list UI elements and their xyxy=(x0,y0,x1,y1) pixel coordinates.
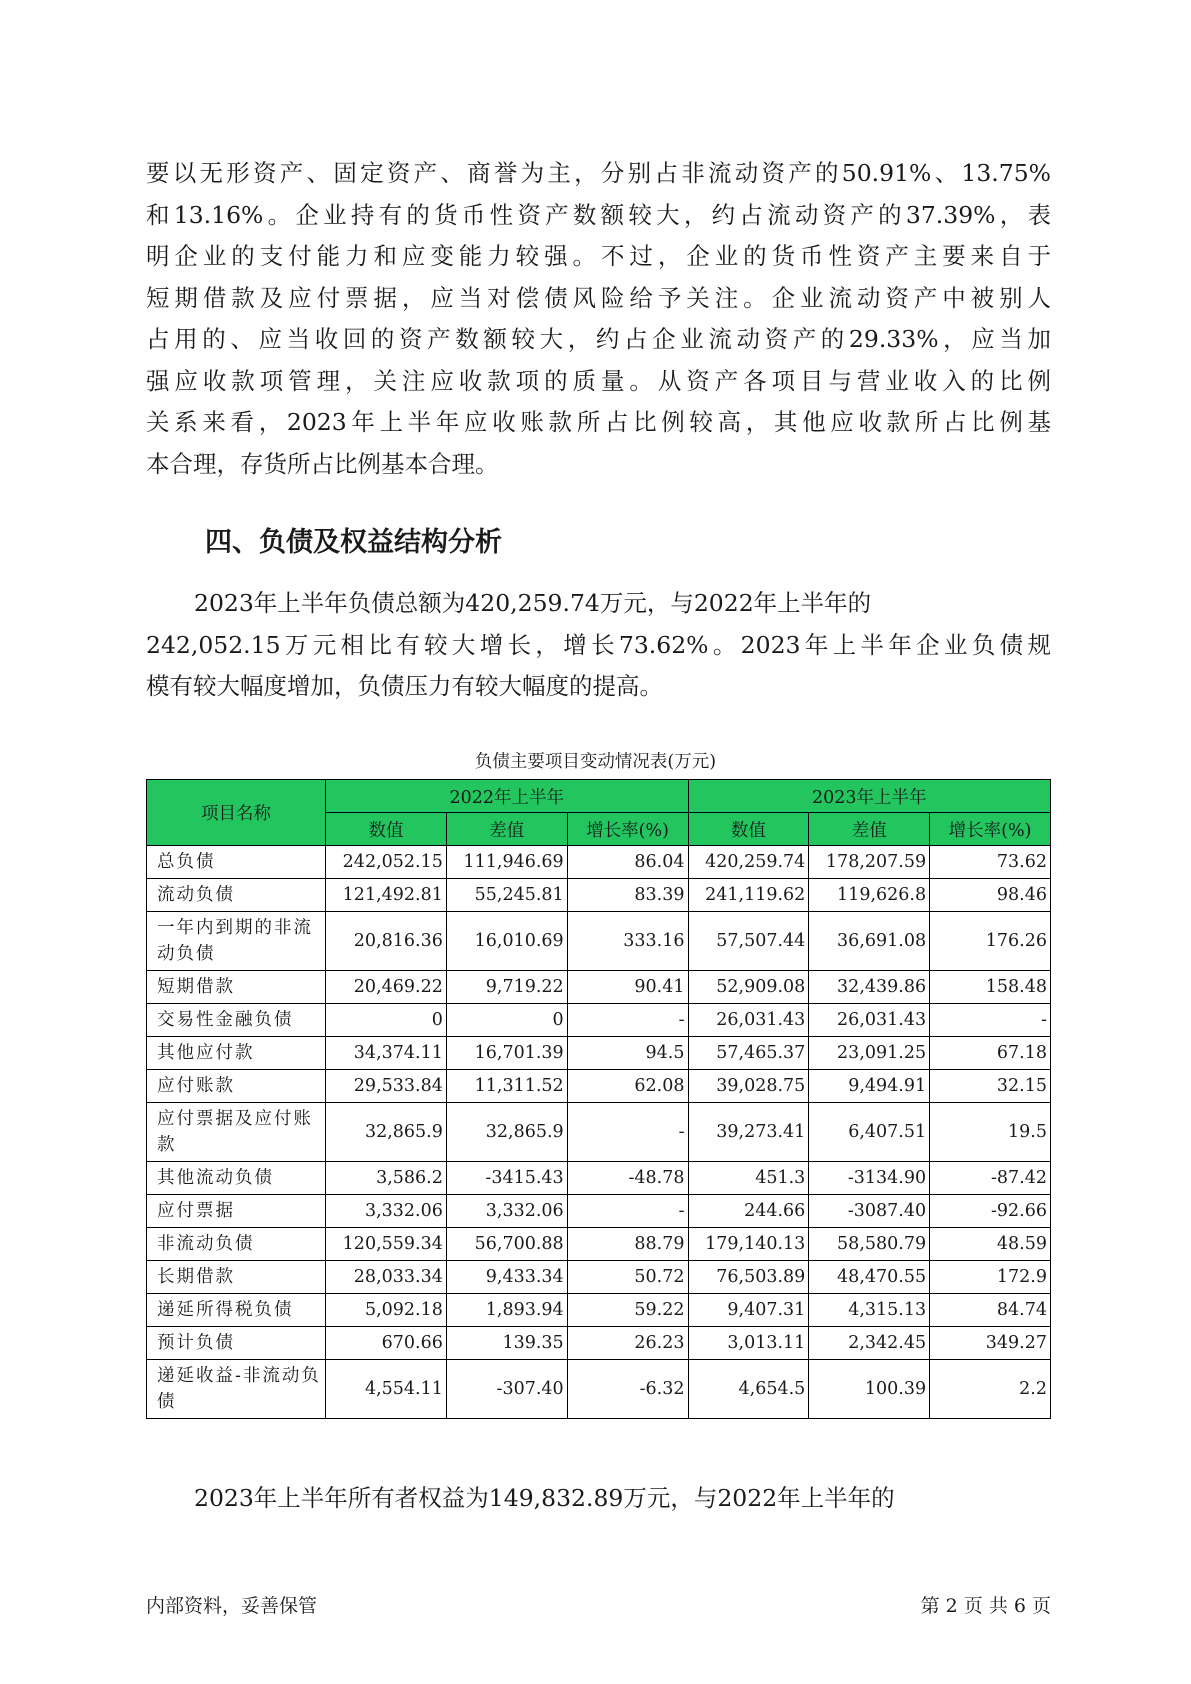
row-cell: 6,407.51 xyxy=(809,1103,930,1162)
row-cell: 90.41 xyxy=(567,971,688,1004)
table-body xyxy=(147,846,1051,1419)
row-cell: 84.74 xyxy=(930,1294,1051,1327)
row-cell: 23,091.25 xyxy=(809,1037,930,1070)
row-cell: 670.66 xyxy=(326,1327,447,1360)
row-cell: -48.78 xyxy=(567,1162,688,1195)
row-cell: -3134.90 xyxy=(809,1162,930,1195)
row-cell: 244.66 xyxy=(688,1195,809,1228)
header-value: 数值 xyxy=(688,813,809,846)
paragraph-equity-summary xyxy=(146,1478,1051,1520)
row-item-name: 其他流动负债 xyxy=(147,1162,326,1195)
table-row xyxy=(147,1360,1051,1419)
row-cell: 120,559.34 xyxy=(326,1228,447,1261)
row-cell: 9,719.22 xyxy=(446,971,567,1004)
header-difference: 差值 xyxy=(446,813,567,846)
row-cell: 36,691.08 xyxy=(809,912,930,971)
paragraph-line: 短期借款及应付票据，应当对偿债风险给予关注。企业流动资产中被别人 xyxy=(146,283,1051,312)
row-cell: - xyxy=(567,1195,688,1228)
row-cell: 119,626.8 xyxy=(809,879,930,912)
row-cell: 16,010.69 xyxy=(446,912,567,971)
row-cell: 26,031.43 xyxy=(809,1004,930,1037)
table-row xyxy=(147,846,1051,879)
row-cell: -3415.43 xyxy=(446,1162,567,1195)
row-item-name: 应付票据 xyxy=(147,1195,326,1228)
table-row xyxy=(147,971,1051,1004)
row-cell: 0 xyxy=(446,1004,567,1037)
header-item-name: 项目名称 xyxy=(147,780,326,846)
row-cell: 26.23 xyxy=(567,1327,688,1360)
row-cell: 451.3 xyxy=(688,1162,809,1195)
row-cell: - xyxy=(930,1004,1051,1037)
row-cell: 242,052.15 xyxy=(326,846,447,879)
paragraph-line: 明企业的支付能力和应变能力较强。不过，企业的货币性资产主要来自于 xyxy=(146,242,1051,270)
row-cell: 34,374.11 xyxy=(326,1037,447,1070)
row-cell: 3,586.2 xyxy=(326,1162,447,1195)
row-cell: 48,470.55 xyxy=(809,1261,930,1294)
liability-table xyxy=(146,779,1051,1419)
paragraph-line: 关系来看，2023年上半年应收账款所占比例较高，其他应收款所占比例基 xyxy=(146,408,1051,436)
row-cell: 121,492.81 xyxy=(326,879,447,912)
table-row xyxy=(147,1195,1051,1228)
footer-page-number: 第 2 页 共 6 页 xyxy=(920,1595,1051,1617)
paragraph-line: 242,052.15万元相比有较大增长，增长73.62%。2023年上半年企业负债规 xyxy=(146,630,1051,659)
row-item-name: 递延所得税负债 xyxy=(147,1294,326,1327)
footer-confidential-note: 内部资料，妥善保管 xyxy=(146,1595,318,1617)
table-row xyxy=(147,1162,1051,1195)
row-cell: 20,469.22 xyxy=(326,971,447,1004)
row-cell: 9,433.34 xyxy=(446,1261,567,1294)
header-growth-rate: 增长率(%) xyxy=(567,813,688,846)
row-item-name: 其他应付款 xyxy=(147,1037,326,1070)
row-cell: 176.26 xyxy=(930,912,1051,971)
paragraph-line: 模有较大幅度增加，负债压力有较大幅度的提高。 xyxy=(146,672,663,700)
paragraph-line: 和13.16%。企业持有的货币性资产数额较大，约占流动资产的37.39%，表 xyxy=(146,200,1051,229)
row-cell: 4,554.11 xyxy=(326,1360,447,1419)
row-cell: 11,311.52 xyxy=(446,1070,567,1103)
row-cell: 88.79 xyxy=(567,1228,688,1261)
row-cell: 50.72 xyxy=(567,1261,688,1294)
table-row xyxy=(147,1294,1051,1327)
row-cell: 4,315.13 xyxy=(809,1294,930,1327)
row-cell: 32,439.86 xyxy=(809,971,930,1004)
row-cell: 158.48 xyxy=(930,971,1051,1004)
row-cell: - xyxy=(567,1004,688,1037)
table-row xyxy=(147,1228,1051,1261)
row-item-name: 预计负债 xyxy=(147,1327,326,1360)
header-year-2023: 2023年上半年 xyxy=(688,780,1051,813)
row-cell: 76,503.89 xyxy=(688,1261,809,1294)
paragraph-line: 强应收款项管理，关注应收款项的质量。从资产各项目与营业收入的比例 xyxy=(146,366,1051,395)
row-cell: 39,028.75 xyxy=(688,1070,809,1103)
table-row xyxy=(147,1261,1051,1294)
row-cell: 172.9 xyxy=(930,1261,1051,1294)
row-item-name: 交易性金融负债 xyxy=(147,1004,326,1037)
row-cell: 29,533.84 xyxy=(326,1070,447,1103)
row-cell: -307.40 xyxy=(446,1360,567,1419)
row-item-name: 流动负债 xyxy=(147,879,326,912)
row-cell: 39,273.41 xyxy=(688,1103,809,1162)
row-item-name: 应付账款 xyxy=(147,1070,326,1103)
row-cell: 48.59 xyxy=(930,1228,1051,1261)
row-cell: 57,465.37 xyxy=(688,1037,809,1070)
row-cell: 111,946.69 xyxy=(446,846,567,879)
table-row xyxy=(147,1070,1051,1103)
row-cell: 9,494.91 xyxy=(809,1070,930,1103)
row-cell: 86.04 xyxy=(567,846,688,879)
row-cell: 0 xyxy=(326,1004,447,1037)
row-cell: 3,013.11 xyxy=(688,1327,809,1360)
row-item-name: 总负债 xyxy=(147,846,326,879)
paragraph-line: 2023年上半年负债总额为420,259.74万元，与2022年上半年的 xyxy=(194,589,872,617)
row-cell: 26,031.43 xyxy=(688,1004,809,1037)
paragraph-line: 要以无形资产、固定资产、商誉为主，分别占非流动资产的50.91%、13.75% xyxy=(146,159,1051,187)
paragraph-line: 本合理，存货所占比例基本合理。 xyxy=(146,449,499,478)
row-cell: 52,909.08 xyxy=(688,971,809,1004)
row-item-name: 一年内到期的非流动负债 xyxy=(147,912,326,971)
table-row xyxy=(147,912,1051,971)
row-cell: 16,701.39 xyxy=(446,1037,567,1070)
header-year-2022: 2022年上半年 xyxy=(326,780,688,813)
row-cell: 59.22 xyxy=(567,1294,688,1327)
row-cell: 73.62 xyxy=(930,846,1051,879)
row-cell: 178,207.59 xyxy=(809,846,930,879)
row-cell: 19.5 xyxy=(930,1103,1051,1162)
header-growth-rate: 增长率(%) xyxy=(930,813,1051,846)
row-cell: 420,259.74 xyxy=(688,846,809,879)
row-item-name: 长期借款 xyxy=(147,1261,326,1294)
row-cell: 55,245.81 xyxy=(446,879,567,912)
row-cell: 32,865.9 xyxy=(326,1103,447,1162)
table-row xyxy=(147,1037,1051,1070)
row-cell: 83.39 xyxy=(567,879,688,912)
row-cell: -6.32 xyxy=(567,1360,688,1419)
row-cell: 28,033.34 xyxy=(326,1261,447,1294)
paragraph-line: 占用的、应当收回的资产数额较大，约占企业流动资产的29.33%，应当加 xyxy=(146,325,1051,353)
table-row xyxy=(147,1103,1051,1162)
row-cell: 98.46 xyxy=(930,879,1051,912)
row-item-name: 应付票据及应付账款 xyxy=(147,1103,326,1162)
row-cell: 9,407.31 xyxy=(688,1294,809,1327)
row-cell: 2,342.45 xyxy=(809,1327,930,1360)
row-cell: -3087.40 xyxy=(809,1195,930,1228)
row-cell: 5,092.18 xyxy=(326,1294,447,1327)
row-cell: 94.5 xyxy=(567,1037,688,1070)
row-cell: 57,507.44 xyxy=(688,912,809,971)
row-cell: 3,332.06 xyxy=(326,1195,447,1228)
row-cell: 179,140.13 xyxy=(688,1228,809,1261)
table-row xyxy=(147,1004,1051,1037)
table-row xyxy=(147,1327,1051,1360)
row-cell: 62.08 xyxy=(567,1070,688,1103)
paragraph-liability-summary xyxy=(146,583,1051,708)
table-row xyxy=(147,879,1051,912)
row-cell: 56,700.88 xyxy=(446,1228,567,1261)
row-cell: 1,893.94 xyxy=(446,1294,567,1327)
row-item-name: 短期借款 xyxy=(147,971,326,1004)
paragraph-line: 2023年上半年所有者权益为149,832.89万元，与2022年上半年的 xyxy=(194,1484,895,1512)
row-cell: 67.18 xyxy=(930,1037,1051,1070)
row-cell: - xyxy=(567,1103,688,1162)
row-cell: 100.39 xyxy=(809,1360,930,1419)
row-cell: 32,865.9 xyxy=(446,1103,567,1162)
row-item-name: 非流动负债 xyxy=(147,1228,326,1261)
row-cell: 20,816.36 xyxy=(326,912,447,971)
header-value: 数值 xyxy=(326,813,447,846)
row-cell: 241,119.62 xyxy=(688,879,809,912)
paragraph-asset-structure xyxy=(146,153,1051,485)
row-cell: 2.2 xyxy=(930,1360,1051,1419)
table-caption: 负债主要项目变动情况表(万元) xyxy=(474,752,717,772)
section-heading: 四、负债及权益结构分析 xyxy=(205,527,502,558)
row-item-name: 递延收益-非流动负债 xyxy=(147,1360,326,1419)
header-difference: 差值 xyxy=(809,813,930,846)
row-cell: 4,654.5 xyxy=(688,1360,809,1419)
row-cell: 349.27 xyxy=(930,1327,1051,1360)
row-cell: 333.16 xyxy=(567,912,688,971)
row-cell: 3,332.06 xyxy=(446,1195,567,1228)
row-cell: 139.35 xyxy=(446,1327,567,1360)
row-cell: -92.66 xyxy=(930,1195,1051,1228)
row-cell: 32.15 xyxy=(930,1070,1051,1103)
row-cell: -87.42 xyxy=(930,1162,1051,1195)
row-cell: 58,580.79 xyxy=(809,1228,930,1261)
